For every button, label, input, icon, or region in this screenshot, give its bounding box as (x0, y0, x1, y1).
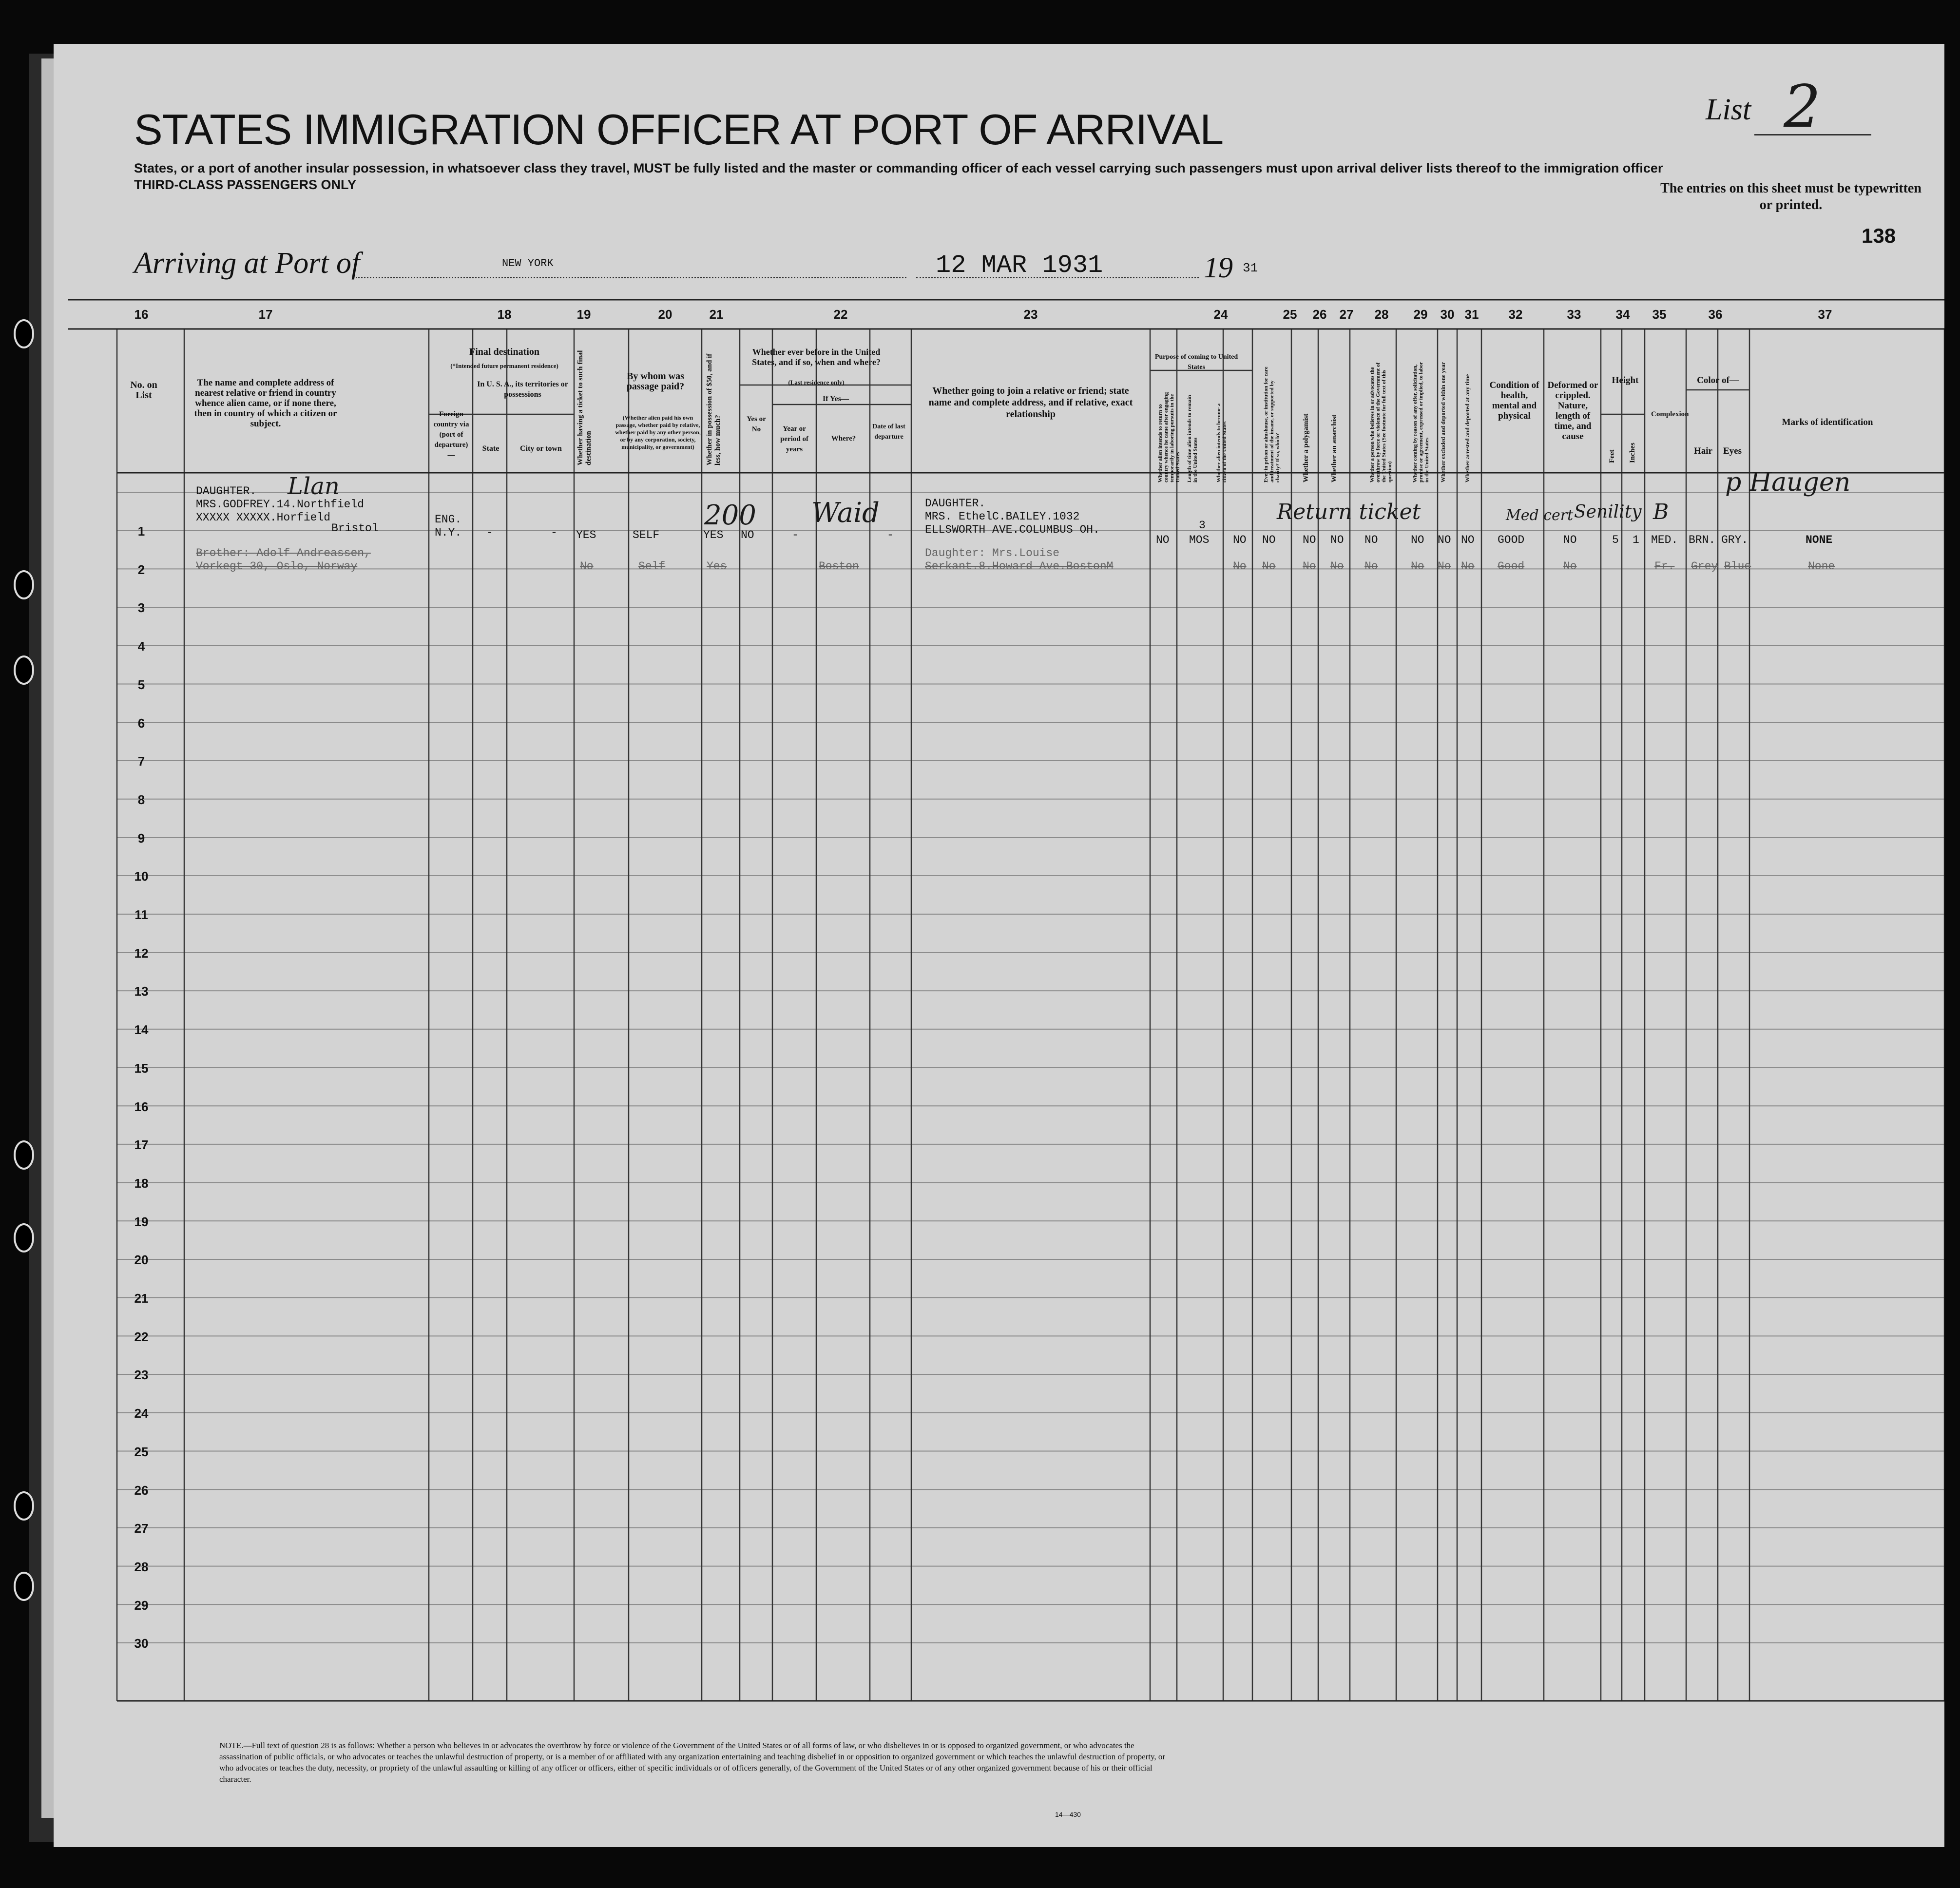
entry1-feet: 5 (1612, 534, 1619, 546)
year-prefix: 19 (1204, 251, 1233, 284)
hdr-deformed: Deformed or crippled. Nature, length of time, and cause (1547, 380, 1598, 442)
hdr-purpose-length: Length of time alien intends to remain in the United States (1187, 395, 1198, 482)
col-num-30: 30 (1440, 307, 1455, 322)
hdr-eyes: Eyes (1723, 446, 1742, 456)
entry1-money: YES (703, 529, 724, 541)
hdr-city: City or town (520, 444, 562, 453)
col-num-20: 20 (658, 307, 673, 322)
col-num-22: 22 (833, 307, 848, 322)
hdr-offer-labor: Whether coming by reason of any offer, solicitation, promise or agreement, expressed or implied, to labor in the United States (1412, 362, 1430, 482)
row-number: 25 (134, 1444, 149, 1459)
row-number: 26 (134, 1483, 149, 1498)
entry1-relative-line4: Bristol (331, 522, 379, 535)
entry2-overthrow: No (1364, 560, 1378, 573)
entry2-eyes: Blue (1724, 560, 1751, 573)
hdr-date-departure: Date of last departure (872, 423, 905, 441)
hdr-overthrow: Whether a person who believes in or advocates the overthrow by force or violence of the Government of the United States (See footnote for full text of this question) (1369, 362, 1393, 482)
row-number: 1 (137, 524, 145, 539)
row-number: 24 (134, 1406, 149, 1421)
entry2-purpose-citizen: No (1233, 560, 1247, 573)
hdr-marks-identification: Marks of identification (1782, 417, 1873, 427)
col-num-17: 17 (258, 307, 273, 322)
row-number: 2 (137, 562, 145, 577)
binder-hole-5 (14, 1223, 34, 1252)
col-num-31: 31 (1464, 307, 1479, 322)
col-num-27: 27 (1339, 307, 1354, 322)
entry1-foreign: ENG. (435, 513, 462, 526)
entry2-ticket: No (580, 560, 594, 573)
row-number: 19 (134, 1214, 149, 1229)
hdr-where: Where? (831, 435, 856, 443)
entry1-year: - (792, 529, 799, 541)
col-num-36: 36 (1708, 307, 1723, 322)
col-num-37: 37 (1818, 307, 1832, 322)
hdr-arrested: Whether arrested and deported at any time (1464, 374, 1471, 482)
row-number: 27 (134, 1521, 149, 1536)
page-title: STATES IMMIGRATION OFFICER AT PORT OF ARRIVAL (134, 105, 1224, 154)
hdr-if-yes: If Yes— (822, 395, 849, 403)
hdr-hair: Hair (1694, 446, 1712, 456)
row-number: 17 (134, 1137, 149, 1153)
col-num-35: 35 (1652, 307, 1667, 322)
row-number: 7 (137, 754, 145, 769)
hdr-excluded: Whether excluded and deported within one year (1440, 362, 1446, 482)
row-number: 3 (137, 600, 145, 616)
col-num-32: 32 (1508, 307, 1523, 322)
entry1-join-line1: DAUGHTER. (925, 497, 986, 510)
binder-hole-3 (14, 655, 34, 685)
hdr-feet: Feet (1608, 449, 1616, 463)
entry1-hand-medical: Med cert (1506, 507, 1574, 524)
entry1-deformed: NO (1563, 534, 1577, 546)
hdr-ever-before-sub: (Last residence only) (788, 379, 845, 386)
entry1-overthrow: NO (1364, 534, 1378, 546)
col-num-18: 18 (497, 307, 512, 322)
page-number: 138 (1862, 224, 1896, 247)
arriving-label: Arriving at Port of (134, 247, 360, 280)
col-num-24: 24 (1213, 307, 1228, 322)
entry1-before-yesno: NO (741, 529, 754, 541)
row-number: 16 (134, 1099, 149, 1114)
row-number: 23 (134, 1368, 149, 1383)
entry2-deformed: No (1563, 560, 1577, 573)
entry1-purpose-citizen: NO (1233, 534, 1247, 546)
entry2-relative-line1: Brother: Adolf Andreassen, (196, 547, 371, 559)
entry2-marks: None (1808, 560, 1835, 573)
col-num-16: 16 (134, 307, 149, 322)
entry2-offer-labor: No (1411, 560, 1424, 573)
entry1-hand-before: Waid (811, 497, 880, 529)
row-number: 15 (134, 1060, 149, 1076)
entry1-marks: NONE (1806, 534, 1833, 546)
hdr-no-on-list: No. on List (130, 380, 157, 401)
row-number: 8 (137, 792, 145, 807)
entry1-anarchist: NO (1330, 534, 1344, 546)
entry2-health: Good (1498, 560, 1525, 573)
hdr-nearest-relative: The name and complete address of nearest relative or friend in country whence alien came, or if none there, then in country of which a citizen or subject. (194, 378, 337, 429)
intro-line-1: States, or a port of another insular possession, in whatsoever class they travel, MUST be fully listed and the master or commanding officer of each vessel carrying such passengers must upon arrival deliver lists thereof to the immigration officer (134, 161, 1663, 175)
footnote-question-28: NOTE.—Full text of question 28 is as follows: Whether a person who believes in or advocates the overthrow by force or violence of the Government of the United States or of all forms of law, or who disbelieves in or is opposed to organized government, or who advocates the assassination of public officials, or who advocates or teaches the unlawful destruction of property, or is a member of or affiliated with any organization entertaining and teaching disbelief in or opposition to organized government or which teaches the unlawful destruction of property, or who advocates or teaches the duty, necessity, or propriety of the unlawful assaulting or killing of any officer or officers, either of specific individuals or of officers generally, of the Government of the United States or of any other organized government because of his or their official character. (219, 1741, 1166, 1784)
row-number: 20 (134, 1252, 149, 1268)
entry1-hand-marks: p Haugen (1725, 468, 1851, 497)
entry1-relative-line3: XXXXX XXXXX.Horfield (196, 511, 331, 524)
entry1-inches: 1 (1633, 534, 1639, 546)
hdr-purpose-return: Whether alien intends to return to country whence he came after engaging temporarily in laboring pursuits in the United States (1157, 392, 1181, 482)
col-num-28: 28 (1374, 307, 1389, 322)
col-num-19: 19 (576, 307, 591, 322)
hdr-state: State (482, 444, 500, 453)
hdr-passage-paid-sub: (Whether alien paid his own passage, whether paid by relative, whether paid by any other person, or by any corporation, society, municipality, or government) (615, 414, 701, 450)
binder-hole-6 (14, 1491, 34, 1521)
hdr-going-to-join: Whether going to join a relative or friend; state name and complete address, and if relative, exact relationship (928, 385, 1133, 420)
entry1-join-line2: MRS. EthelC.BAILEY.1032 (925, 510, 1080, 523)
entry2-polygamist: No (1303, 560, 1316, 573)
binder-hole-2 (14, 570, 34, 599)
hdr-polygamist: Whether a polygamist (1302, 413, 1310, 482)
entry1-hand-senility: Senility (1574, 502, 1642, 522)
hdr-possession-50: Whether in possession of $50, and if less, how much? (706, 353, 722, 465)
hdr-height: Height (1612, 375, 1639, 385)
entry1-hand-relative: Llan (288, 473, 340, 500)
hdr-year-period: Year or period of years (780, 425, 808, 453)
row-number: 21 (134, 1291, 149, 1306)
entry1-via: N.Y. (435, 526, 462, 539)
hdr-anarchist: Whether an anarchist (1330, 414, 1338, 482)
hdr-final-destination-sub: (*Intended future permanent residence) (450, 362, 558, 369)
row-number: 29 (134, 1598, 149, 1613)
entry2-relative-line2: Vorkegt 30, Oslo, Norway (196, 560, 358, 573)
entry1-prison: NO (1262, 534, 1276, 546)
row-number: 4 (137, 639, 145, 654)
hdr-ever-before: Whether ever before in the United States, and if so, when and where? (752, 347, 881, 367)
form-code: 14—430 (1055, 1811, 1081, 1818)
col-num-29: 29 (1413, 307, 1428, 322)
entry1-complexion: MED. (1651, 534, 1678, 546)
row-number: 11 (135, 907, 148, 922)
entry1-polygamist: NO (1303, 534, 1316, 546)
row-number: 12 (134, 945, 149, 961)
col-num-26: 26 (1312, 307, 1327, 322)
binder-hole-4 (14, 1140, 34, 1170)
row-number: 6 (137, 715, 145, 731)
hdr-passage-paid: By whom was passage paid? (626, 371, 685, 392)
intro-line-2: THIRD-CLASS PASSENGERS ONLY (134, 177, 357, 192)
binder-hole-7 (14, 1572, 34, 1601)
hdr-yes-no: Yes or No (747, 415, 766, 433)
entry2-join-line1: Daughter: Mrs.Louise (925, 547, 1060, 559)
typewritten-notice: The entries on this sheet must be typewritten or printed. (1660, 181, 1922, 212)
entry1-relative-line1: DAUGHTER. (196, 485, 257, 498)
entry2-excluded: No (1438, 560, 1451, 573)
row-number: 22 (134, 1329, 149, 1344)
entry2-hair: Grey (1691, 560, 1718, 573)
hdr-health: Condition of health, mental and physical (1489, 380, 1539, 421)
list-number: 2 (1784, 73, 1821, 141)
col-num-23: 23 (1023, 307, 1038, 322)
entry1-excluded: NO (1438, 534, 1451, 546)
arrival-port: NEW YORK (502, 257, 554, 270)
col-num-21: 21 (709, 307, 724, 322)
col-num-33: 33 (1567, 307, 1581, 322)
entry1-join-line3: ELLSWORTH AVE.COLUMBUS OH. (925, 523, 1100, 536)
row-number: 9 (137, 830, 145, 846)
entry1-hand-b: B (1653, 500, 1669, 524)
year-suffix: 31 (1243, 261, 1258, 275)
entry1-offer-labor: NO (1411, 534, 1424, 546)
entry1-hand-return-ticket: Return ticket (1277, 500, 1421, 524)
hdr-purpose-citizen: Whether alien intends to become a citizen of the United States (1216, 403, 1228, 482)
hdr-foreign-country: Foreign country via (port of departure)— (433, 410, 469, 459)
entry1-relative-line2: MRS.GODFREY.14.Northfield (196, 498, 365, 511)
entry1-paid-by: SELF (633, 529, 660, 541)
hdr-purpose: Purpose of coming to United States (1154, 353, 1238, 371)
col-num-34: 34 (1615, 307, 1630, 322)
row-number: 30 (134, 1636, 149, 1651)
entry1-date-departure: - (887, 529, 894, 541)
row-number: 28 (134, 1559, 149, 1574)
entry2-paid-by: Self (638, 560, 666, 573)
entry2-join-line2: Serkant.8.Howard Ave.BostonM (925, 560, 1114, 573)
entry1-arrested: NO (1461, 534, 1475, 546)
entry1-hand-money: 200 (704, 500, 756, 531)
entry2-money: Yes (707, 560, 727, 573)
entry1-purpose-return: NO (1156, 534, 1170, 546)
entry2-complexion: Fr. (1654, 560, 1675, 573)
entry1-city: - (551, 526, 557, 539)
entry1-purpose-length: MOS (1189, 534, 1210, 546)
entry1-ticket: YES (576, 529, 596, 541)
hdr-prison: Ever in prison or almshouse, or institution for care and treatment of the insane, or supported by charity? If so, which? (1263, 366, 1281, 482)
hdr-complexion: Complexion (1651, 410, 1689, 418)
entry1-purpose-length-top: 3 (1199, 519, 1206, 532)
hdr-color-of: Color of— (1697, 375, 1739, 385)
row-number: 18 (134, 1175, 149, 1191)
entry1-eyes: GRY. (1721, 534, 1749, 546)
entry1-health: GOOD (1498, 534, 1525, 546)
entry2-arrested: No (1461, 560, 1475, 573)
row-number: 5 (137, 677, 145, 692)
manifest-sheet (54, 44, 1944, 1847)
entry2-prison: No (1262, 560, 1276, 573)
row-number: 10 (134, 869, 149, 884)
arrival-date: 12 MAR 1931 (936, 251, 1103, 280)
col-num-25: 25 (1283, 307, 1297, 322)
hdr-inches: Inches (1629, 443, 1636, 463)
binder-hole-1 (14, 319, 34, 348)
entry2-anarchist: No (1330, 560, 1344, 573)
row-number: 13 (134, 984, 149, 999)
hdr-ticket: Whether having a ticket to such final destination (576, 350, 593, 465)
hdr-final-destination: Final destination (469, 347, 539, 357)
entry1-hair: BRN. (1689, 534, 1716, 546)
list-label: List (1706, 93, 1751, 126)
entry2-where: Boston (819, 560, 859, 573)
row-number: 14 (134, 1022, 149, 1038)
hdr-in-usa: In U. S. A., its territories or possessions (477, 380, 568, 399)
entry1-state: - (486, 526, 493, 539)
